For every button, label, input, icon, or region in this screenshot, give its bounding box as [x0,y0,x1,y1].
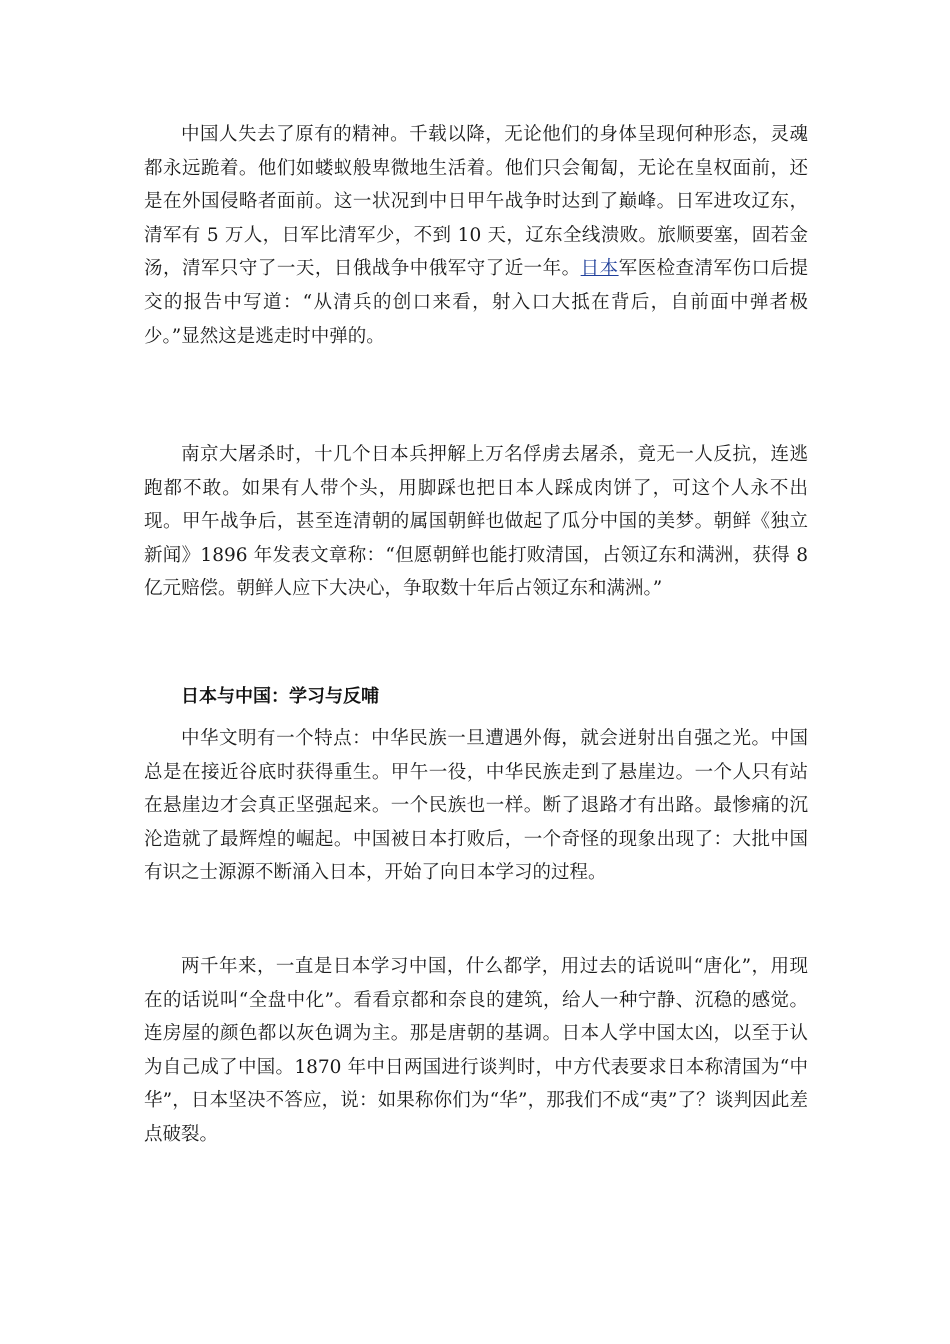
paragraph-2: 南京大屠杀时，十几个日本兵押解上万名俘虏去屠杀，竟无一人反抗，连逃跑都不敢。如果有人带个头，用脚踩也把日本人踩成肉饼了，可这个人永不出现。甲午战争后，甚至连清朝的属国朝鲜也做起了瓜分中国的美梦。朝鲜《独立新闻》1896 年发表文章称：“但愿朝鲜也能打败清国，占领辽东和满洲，获得 8 亿元赔偿。朝鲜人应下大决心，争取数十年后占领辽东和满洲。” [144,444,808,600]
paragraph-4: 两千年来，一直是日本学习中国，什么都学，用过去的话说叫“唐化”，用现在的话说叫“全盘中化”。看看京都和奈良的建筑，给人一种宁静、沉稳的感觉。连房屋的颜色都以灰色调为主。那是唐朝的基调。日本人学中国太凶，以至于认为自己成了中国。1870 年中日两国进行谈判时，中方代表要求日本称清国为“中华”，日本坚决不答应，说：如果称你们为“华”，那我们不成“夷”了？谈判因此差点破裂。 [144,956,808,1145]
paragraph-1-text-after-link: 军医检查清军伤口后提交的报告中写道：“从清兵的创口来看，射入口大抵在背后，自前面中弹者极少。”显然这是逃走时中弹的。 [144,258,808,347]
paragraph-1 [144,118,808,353]
japan-hyperlink[interactable]: 日本 [580,258,619,280]
paragraph-1-text-before-link: 中国人失去了原有的精神。千载以降，无论他们的身体呈现何种形态，灵魂都永远跪着。他们如蝼蚁般卑微地生活着。他们只会匍匐，无论在皇权面前，还是在外国侵略者面前。这一状况到中日甲午战争时达到了巅峰。日军进攻辽东，清军有 5 万人，日军比清军少，不到 10 天，辽东全线溃败。旅顺要塞，固若金汤，清军只守了一天，日俄战争中俄军守了近一年。 [144,124,808,280]
section-heading: 日本与中国：学习与反哺 [181,686,379,707]
paragraph-3: 中华文明有一个特点：中华民族一旦遭遇外侮，就会迸射出自强之光。中国总是在接近谷底时获得重生。甲午一役，中华民族走到了悬崖边。一个人只有站在悬崖边才会真正坚强起来。一个民族也一样。断了退路才有出路。最惨痛的沉沦造就了最辉煌的崛起。中国被日本打败后，一个奇怪的现象出现了：大批中国有识之士源源不断涌入日本，开始了向日本学习的过程。 [144,728,808,884]
